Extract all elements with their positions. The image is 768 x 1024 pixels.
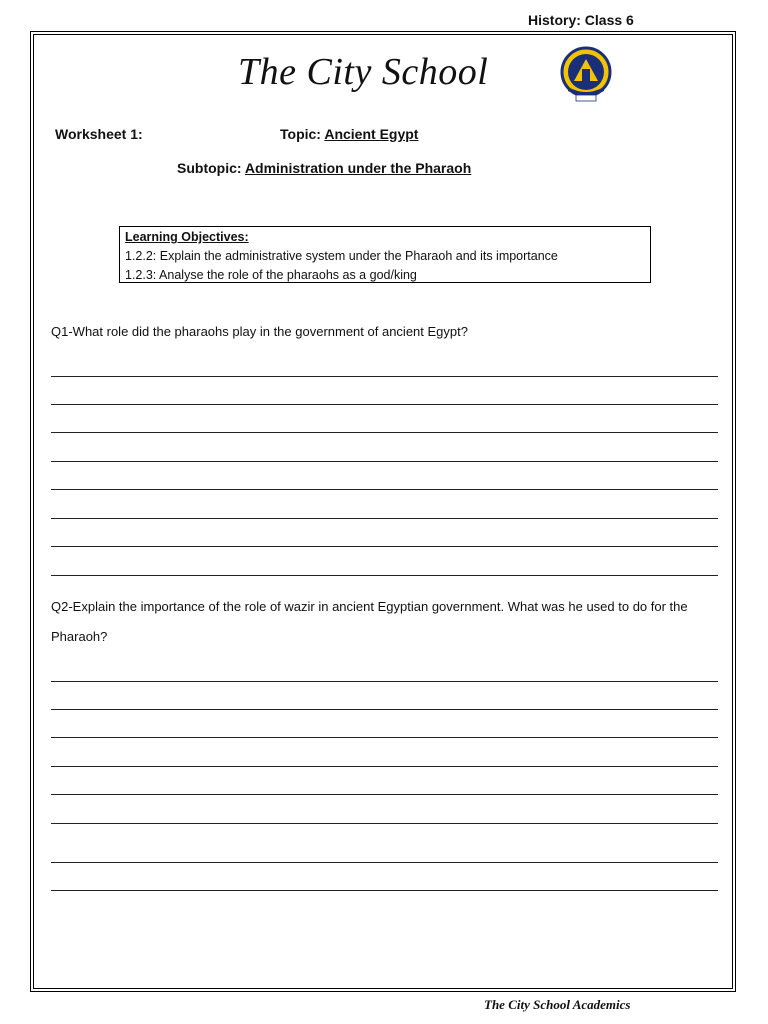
learning-objectives-title: Learning Objectives: <box>125 230 249 244</box>
school-crest-icon <box>560 45 612 103</box>
answer-line[interactable] <box>51 575 718 576</box>
topic-label: Topic: <box>280 126 321 142</box>
worksheet-label: Worksheet 1: <box>55 126 143 142</box>
answer-line[interactable] <box>51 862 718 863</box>
page-border-inner <box>33 34 733 989</box>
answer-line[interactable] <box>51 461 718 462</box>
topic-line <box>280 126 418 142</box>
question-2: Q2-Explain the importance of the role of wazir in ancient Egyptian government. What was he used to do for the Pharaoh? <box>51 599 688 644</box>
topic-value: Ancient Egypt <box>324 126 419 142</box>
answer-line[interactable] <box>51 546 718 547</box>
class-label: History: Class 6 <box>528 12 634 28</box>
answer-line[interactable] <box>51 404 718 405</box>
subtopic-line <box>177 160 471 176</box>
answer-line[interactable] <box>51 376 718 377</box>
answer-line[interactable] <box>51 890 718 891</box>
answer-line[interactable] <box>51 766 718 767</box>
answer-line[interactable] <box>51 681 718 682</box>
learning-objective-item: 1.2.2: Explain the administrative system under the Pharaoh and its importance <box>125 249 558 263</box>
question-1: Q1-What role did the pharaohs play in the government of ancient Egypt? <box>51 324 468 339</box>
learning-objective-item: 1.2.3: Analyse the role of the pharaohs as a god/king <box>125 268 417 282</box>
school-name: The City School <box>238 51 489 93</box>
subtopic-value: Administration under the Pharaoh <box>244 160 472 176</box>
learning-objectives-box <box>119 226 651 283</box>
answer-line[interactable] <box>51 794 718 795</box>
answer-line[interactable] <box>51 518 718 519</box>
answer-line[interactable] <box>51 489 718 490</box>
answer-line[interactable] <box>51 432 718 433</box>
subtopic-label: Subtopic: <box>177 160 242 176</box>
answer-line[interactable] <box>51 709 718 710</box>
answer-line[interactable] <box>51 737 718 738</box>
answer-line[interactable] <box>51 823 718 824</box>
footer-text: The City School Academics <box>484 997 631 1012</box>
